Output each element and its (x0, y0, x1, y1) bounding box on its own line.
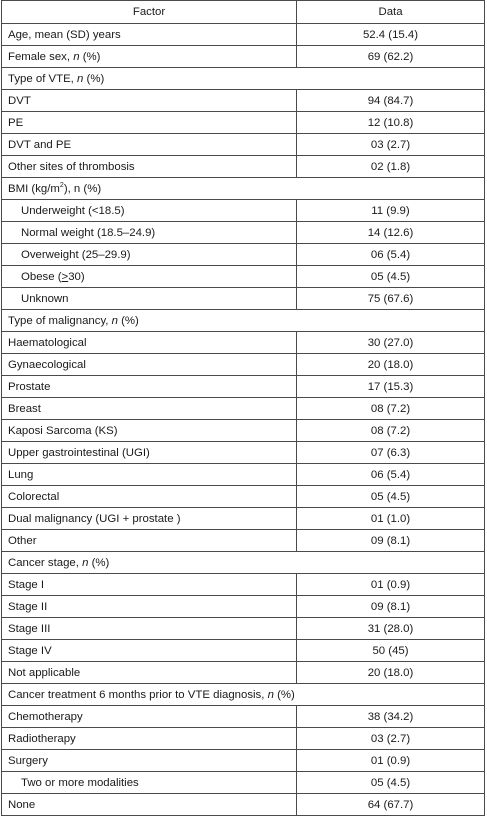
row-label: Two or more modalities (2, 772, 297, 794)
row-value: 75 (67.6) (297, 288, 485, 310)
row-value: 01 (0.9) (297, 574, 485, 596)
row-value: 30 (27.0) (297, 332, 485, 354)
table-row (2, 24, 485, 46)
row-label: Upper gastrointestinal (UGI) (2, 442, 297, 464)
table-row (2, 156, 485, 178)
row-label: Breast (2, 398, 297, 420)
row-value: 01 (0.9) (297, 750, 485, 772)
table-row (2, 376, 485, 398)
table-row (2, 596, 485, 618)
row-value: 06 (5.4) (297, 244, 485, 266)
row-value: 05 (4.5) (297, 486, 485, 508)
section-title: Type of VTE, n (%) (2, 68, 485, 90)
table-row (2, 134, 485, 156)
row-label: Kaposi Sarcoma (KS) (2, 420, 297, 442)
row-value: 20 (18.0) (297, 354, 485, 376)
row-label: DVT (2, 90, 297, 112)
row-value: 50 (45) (297, 640, 485, 662)
row-value: 02 (1.8) (297, 156, 485, 178)
table-row (2, 266, 485, 288)
row-label: Gynaecological (2, 354, 297, 376)
row-label: PE (2, 112, 297, 134)
table-row (2, 706, 485, 728)
table-row (2, 288, 485, 310)
table-row (2, 200, 485, 222)
table-row (2, 332, 485, 354)
table-row (2, 222, 485, 244)
row-label: Other sites of thrombosis (2, 156, 297, 178)
row-label: Obese (>30) (2, 266, 297, 288)
section-row (2, 552, 485, 574)
row-label: Lung (2, 464, 297, 486)
row-label: Age, mean (SD) years (2, 24, 297, 46)
row-value: 06 (5.4) (297, 464, 485, 486)
row-value: 03 (2.7) (297, 134, 485, 156)
row-value: 38 (34.2) (297, 706, 485, 728)
table-row (2, 618, 485, 640)
row-label: Not applicable (2, 662, 297, 684)
header-row (2, 1, 485, 24)
row-value: 17 (15.3) (297, 376, 485, 398)
row-value: 05 (4.5) (297, 266, 485, 288)
table-row (2, 90, 485, 112)
table-row (2, 574, 485, 596)
row-label: DVT and PE (2, 134, 297, 156)
row-label: Radiotherapy (2, 728, 297, 750)
table-row (2, 640, 485, 662)
row-label: Dual malignancy (UGI + prostate ) (2, 508, 297, 530)
table-row (2, 508, 485, 530)
row-label: None (2, 794, 297, 816)
row-value: 11 (9.9) (297, 200, 485, 222)
row-value: 03 (2.7) (297, 728, 485, 750)
section-title: BMI $(kg/m^2)$, n (%) (2, 178, 485, 200)
data-header: Data (297, 1, 485, 24)
section-title: Cancer treatment 6 months prior to VTE diagnosis, n (%) (2, 684, 485, 706)
row-label: Colorectal (2, 486, 297, 508)
section-title: Type of malignancy, n (%) (2, 310, 485, 332)
table-row (2, 464, 485, 486)
row-label: Stage II (2, 596, 297, 618)
table-row (2, 112, 485, 134)
table-row (2, 750, 485, 772)
row-value: 52.4 (15.4) (297, 24, 485, 46)
row-label: Overweight (25–29.9) (2, 244, 297, 266)
row-label: Female sex, n (%) (2, 46, 297, 68)
row-label: Stage IV (2, 640, 297, 662)
section-row (2, 684, 485, 706)
factor-header: Factor (2, 1, 297, 24)
table-row (2, 244, 485, 266)
table-row (2, 662, 485, 684)
row-label: Underweight (<18.5) (2, 200, 297, 222)
row-label: Normal weight (18.5–24.9) (2, 222, 297, 244)
row-label: Stage I (2, 574, 297, 596)
row-value: 08 (7.2) (297, 398, 485, 420)
table-row (2, 420, 485, 442)
row-value: 20 (18.0) (297, 662, 485, 684)
row-value: 09 (8.1) (297, 530, 485, 552)
section-row (2, 68, 485, 90)
characteristics-table (1, 0, 485, 816)
row-value: 09 (8.1) (297, 596, 485, 618)
table-row (2, 486, 485, 508)
row-value: 08 (7.2) (297, 420, 485, 442)
row-label: Other (2, 530, 297, 552)
table-row (2, 398, 485, 420)
row-value: 14 (12.6) (297, 222, 485, 244)
table-row (2, 530, 485, 552)
row-value: 05 (4.5) (297, 772, 485, 794)
table-row (2, 46, 485, 68)
section-title: Cancer stage, n (%) (2, 552, 485, 574)
section-row (2, 178, 485, 200)
row-value: 07 (6.3) (297, 442, 485, 464)
row-label: Prostate (2, 376, 297, 398)
row-value: 12 (10.8) (297, 112, 485, 134)
row-value: 31 (28.0) (297, 618, 485, 640)
row-label: Unknown (2, 288, 297, 310)
table-row (2, 442, 485, 464)
row-label: Chemotherapy (2, 706, 297, 728)
table-row (2, 354, 485, 376)
row-label: Surgery (2, 750, 297, 772)
table-row (2, 772, 485, 794)
row-label: Stage III (2, 618, 297, 640)
row-value: 69 (62.2) (297, 46, 485, 68)
row-value: 01 (1.0) (297, 508, 485, 530)
table-row (2, 728, 485, 750)
row-label: Haematological (2, 332, 297, 354)
table-row (2, 794, 485, 816)
row-value: 94 (84.7) (297, 90, 485, 112)
row-value: 64 (67.7) (297, 794, 485, 816)
section-row (2, 310, 485, 332)
